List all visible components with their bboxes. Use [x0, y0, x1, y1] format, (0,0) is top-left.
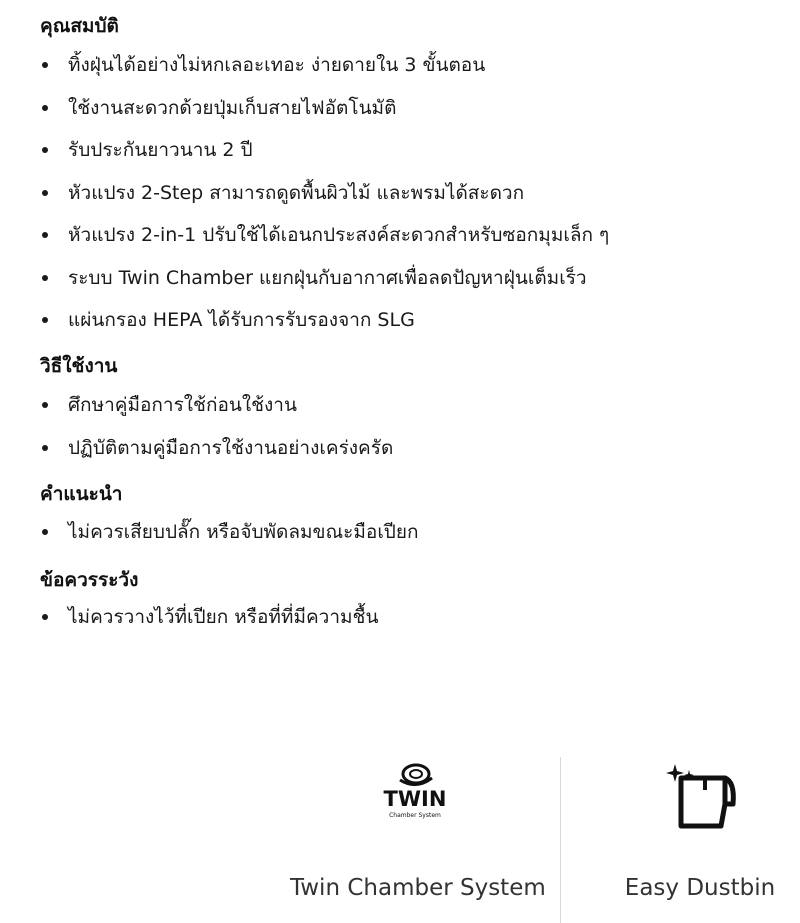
twin-logo-subtext: Chamber System — [389, 812, 441, 819]
bullet-dot — [42, 232, 48, 238]
advice-heading: คำแนะนำ — [40, 483, 123, 505]
list-item — [40, 87, 609, 130]
usage-list — [40, 384, 393, 469]
bullet-dot — [42, 147, 48, 153]
list-item-text: หัวแปรง 2-in-1 ปรับใช้ได้เอนกประสงค์สะดวกสำหรับซอกมุมเล็ก ๆ — [68, 224, 610, 246]
twin-logo-text: TWIN — [383, 787, 447, 811]
list-item — [40, 129, 609, 172]
caution-heading: ข้อควรระวัง — [40, 569, 139, 591]
bullet-dot — [42, 529, 48, 535]
list-item — [40, 214, 609, 257]
twin-chamber-feature — [290, 760, 546, 901]
list-item — [40, 44, 609, 87]
easy-dustbin-feature — [600, 760, 800, 901]
list-item — [40, 172, 609, 215]
bullet-dot — [42, 614, 48, 620]
caution-list — [40, 596, 378, 639]
bullet-dot — [42, 445, 48, 451]
list-item — [40, 596, 378, 639]
list-item — [40, 511, 419, 554]
bullet-dot — [42, 62, 48, 68]
feature-divider — [560, 757, 561, 923]
list-item-text: ใช้งานสะดวกด้วยปุ่มเก็บสายไฟอัตโนมัติ — [68, 96, 397, 119]
usage-heading: วิธีใช้งาน — [40, 355, 118, 377]
list-item — [40, 384, 393, 427]
bullet-dot — [42, 275, 48, 281]
twin-chamber-logo-icon — [370, 760, 460, 824]
bullet-dot — [42, 105, 48, 111]
list-item-text: ระบบ Twin Chamber แยกฝุ่นกับอากาศเพื่อลดปัญหาฝุ่นเต็มเร็ว — [68, 266, 587, 289]
list-item-text: ปฏิบัติตามคู่มือการใช้งานอย่างเคร่งครัด — [68, 436, 394, 459]
sparkling-dustbin-icon — [655, 760, 745, 832]
list-item-text: ไม่ควรเสียบปลั๊ก หรือจับพัดลมขณะมือเปียก — [68, 521, 419, 543]
list-item — [40, 257, 609, 300]
list-item-text: ศึกษาคู่มือการใช้ก่อนใช้งาน — [68, 394, 297, 416]
advice-list — [40, 511, 419, 554]
list-item-text: ไม่ควรวางไว้ที่เปียก หรือที่ที่มีความชื้น — [68, 606, 379, 628]
list-item — [40, 299, 609, 342]
bullet-dot — [42, 402, 48, 408]
bullet-dot — [42, 317, 48, 323]
list-item-text: รับประกันยาวนาน 2 ปี — [68, 139, 253, 161]
list-item-text: ทิ้งฝุ่นได้อย่างไม่หกเลอะเทอะ ง่ายดายใน 3 ขั้นตอน — [68, 54, 486, 76]
list-item-text: หัวแปรง 2-Step สามารถดูดพื้นผิวไม้ และพรมได้สะดวก — [68, 181, 525, 204]
bullet-dot — [42, 190, 48, 196]
list-item — [40, 427, 393, 470]
features-heading: คุณสมบัติ — [40, 15, 119, 37]
easy-dustbin-label: Easy Dustbin — [624, 875, 776, 901]
list-item-text: แผ่นกรอง HEPA ได้รับการรับรองจาก SLG — [68, 309, 415, 331]
twin-chamber-label: Twin Chamber System — [290, 875, 546, 901]
features-list — [40, 44, 609, 342]
